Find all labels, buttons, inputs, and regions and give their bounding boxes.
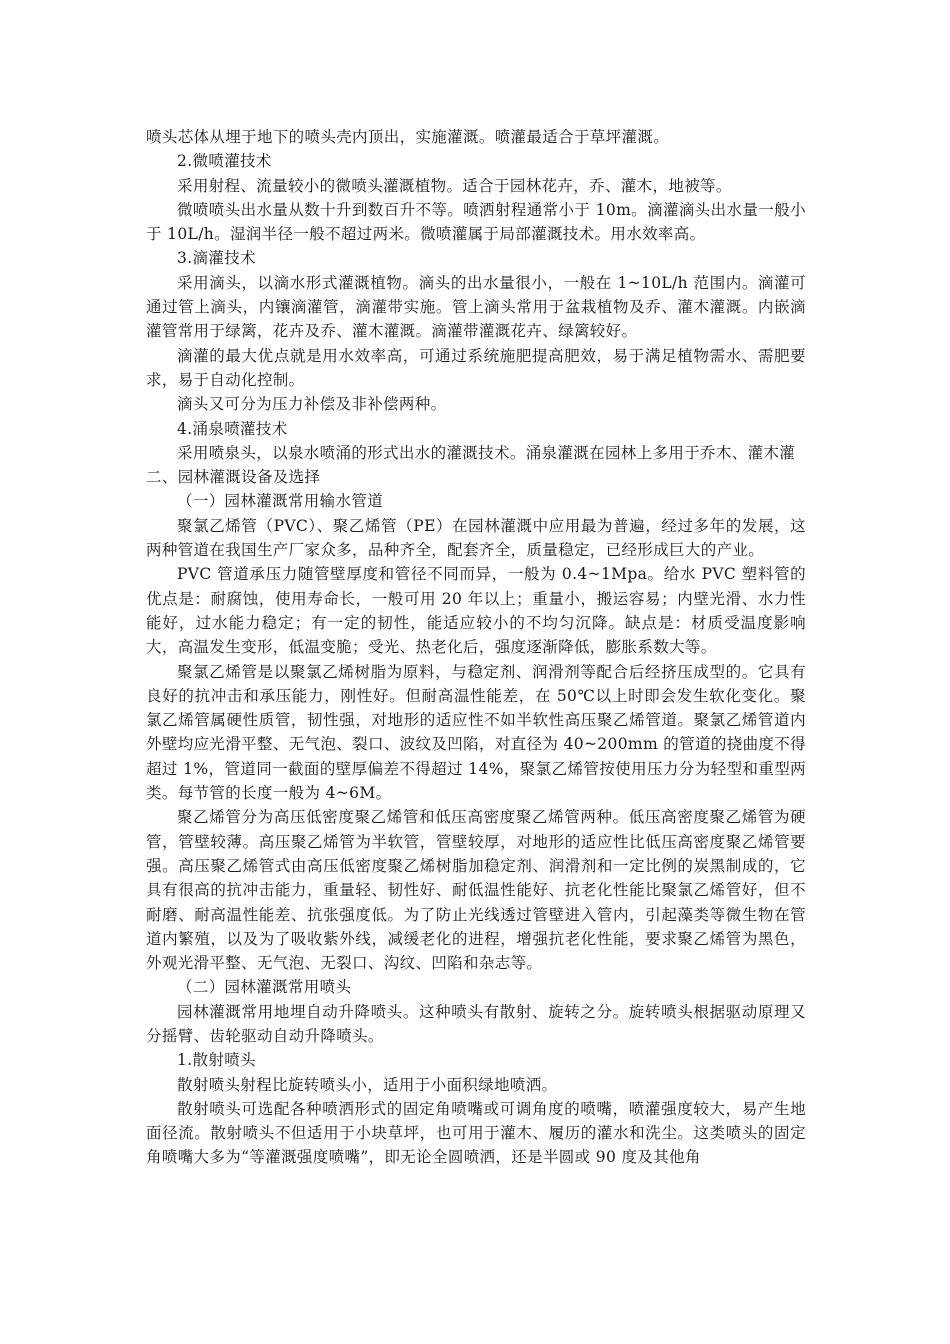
subsection-heading: （一）园林灌溉常用输水管道 — [177, 492, 384, 511]
section-heading: 3.滴灌技术 — [177, 249, 256, 268]
section-heading: 2.微喷灌技术 — [177, 152, 272, 171]
paragraph: 聚氯乙烯管是以聚氯乙烯树脂为原料，与稳定剂、润滑剂等配合后经挤压成型的。它具有良好的抗冲击和承压能力，刚性好。但耐高温性能差，在 50℃以上时即会发生软化变化。聚氯乙烯管属硬性质管，韧性强，对地形的适应性不如半软性高压聚乙烯管道。聚氯乙烯管道内外壁均应光滑平整、无气泡、裂口、波纹及凹陷，对直径为 40~200mm 的管道的挠曲度不得超过 1%，管道同一截面的壁厚偏差不得超过 14%，聚氯乙烯管按使用压力分为轻型和重型两类。每节管的长度一般为 4~6M。 — [146, 662, 806, 803]
subsection-heading: （二）园林灌溉常用喷头 — [177, 978, 352, 997]
paragraph: 采用滴头，以滴水形式灌溉植物。滴头的出水量很小，一般在 1~10L/h 范围内。滴灌可通过管上滴头，内镶滴灌管，滴灌带实施。管上滴头常用于盆栽植物及乔、灌木灌溉。内嵌滴灌管常用于绿篱，花卉及乔、灌木灌溉。滴灌带灌溉花卉、绿篱较好。 — [146, 273, 806, 341]
section-heading: 4.涌泉喷灌技术 — [177, 419, 288, 438]
paragraph: 散射喷头射程比旋转喷头小，适用于小面积绿地喷洒。 — [177, 1075, 558, 1094]
paragraph: 聚氯乙烯管（PVC）、聚乙烯管（PE）在园林灌溉中应用最为普遍，经过多年的发展，这两种管道在我国生产厂家众多，品种齐全，配套齐全，质量稳定，已经形成巨大的产业。 — [146, 516, 806, 560]
section-heading: 1.散射喷头 — [177, 1051, 256, 1070]
paragraph: 喷头芯体从埋于地下的喷头壳内顶出，实施灌溉。喷灌最适合于草坪灌溉。 — [146, 128, 670, 146]
paragraph: 滴头又可分为压力补偿及非补偿两种。 — [177, 395, 447, 414]
paragraph: 采用喷泉头，以泉水喷涌的形式出水的灌溉技术。涌泉灌溉在园林上多用于乔木、灌木灌 — [177, 443, 796, 462]
paragraph: 园林灌溉常用地埋自动升降喷头。这种喷头有散射、旋转之分。旋转喷头根据驱动原理又分摇臂、齿轮驱动自动升降喷头。 — [146, 1002, 806, 1045]
chapter-heading: 二、园林灌溉设备及选择 — [146, 468, 321, 487]
paragraph: 采用射程、流量较小的微喷头灌溉植物。适合于园林花卉，乔、灌木，地被等。 — [177, 176, 732, 195]
paragraph: 滴灌的最大优点就是用水效率高，可通过系统施肥提高肥效，易于满足植物需水、需肥要求，易于自动化控制。 — [146, 346, 806, 389]
paragraph: 散射喷头可选配各种喷洒形式的固定角喷嘴或可调角度的喷嘴，喷灌强度较大，易产生地面径流。散射喷头不但适用于小块草坪，也可用于灌木、履历的灌水和洗尘。这类喷头的固定角喷嘴大多为“等灌溉强度喷嘴”，即无论全圆喷洒，还是半圆或 90 度及其他角 — [146, 1099, 806, 1167]
paragraph: 聚乙烯管分为高压低密度聚乙烯管和低压高密度聚乙烯管两种。低压高密度聚乙烯管为硬管，管壁较薄。高压聚乙烯管为半软管，管壁较厚，对地形的适应性比低压高密度聚乙烯管要强。高压聚乙烯管式由高压低密度聚乙烯树脂加稳定剂、润滑剂和一定比例的炭黑制成的，它具有很高的抗冲击能力，重量轻、韧性好、耐低温性能好、抗老化性能比聚氯乙烯管好，但不耐磨、耐高温性能差、抗张强度低。为了防止光线透过管壁进入管内，引起藻类等微生物在管道内繁殖，以及为了吸收紫外线，减缓老化的进程，增强抗老化性能，要求聚乙烯管为黑色，外观光滑平整、无气泡、无裂口、沟纹、凹陷和杂志等。 — [146, 808, 806, 973]
paragraph: PVC 管道承压力随管壁厚度和管径不同而异，一般为 0.4~1Mpa。给水 PVC 塑料管的优点是：耐腐蚀，使用寿命长，一般可用 20 年以上；重量小，搬运容易；内壁光滑、水力性能好，过水能力稳定；有一定的韧性，能适应较小的不均匀沉降。缺点是：材质受温度影响大，高温发生变形，低温变脆；受光、热老化后，强度逐渐降低，膨胀系数大等。 — [146, 565, 806, 657]
document-body — [146, 125, 806, 1170]
paragraph: 微喷喷头出水量从数十升到数百升不等。喷洒射程通常小于 10m。滴灌滴头出水量一般小于 10L/h。湿润半径一般不超过两米。微喷灌属于局部灌溉技术。用水效率高。 — [146, 200, 806, 244]
